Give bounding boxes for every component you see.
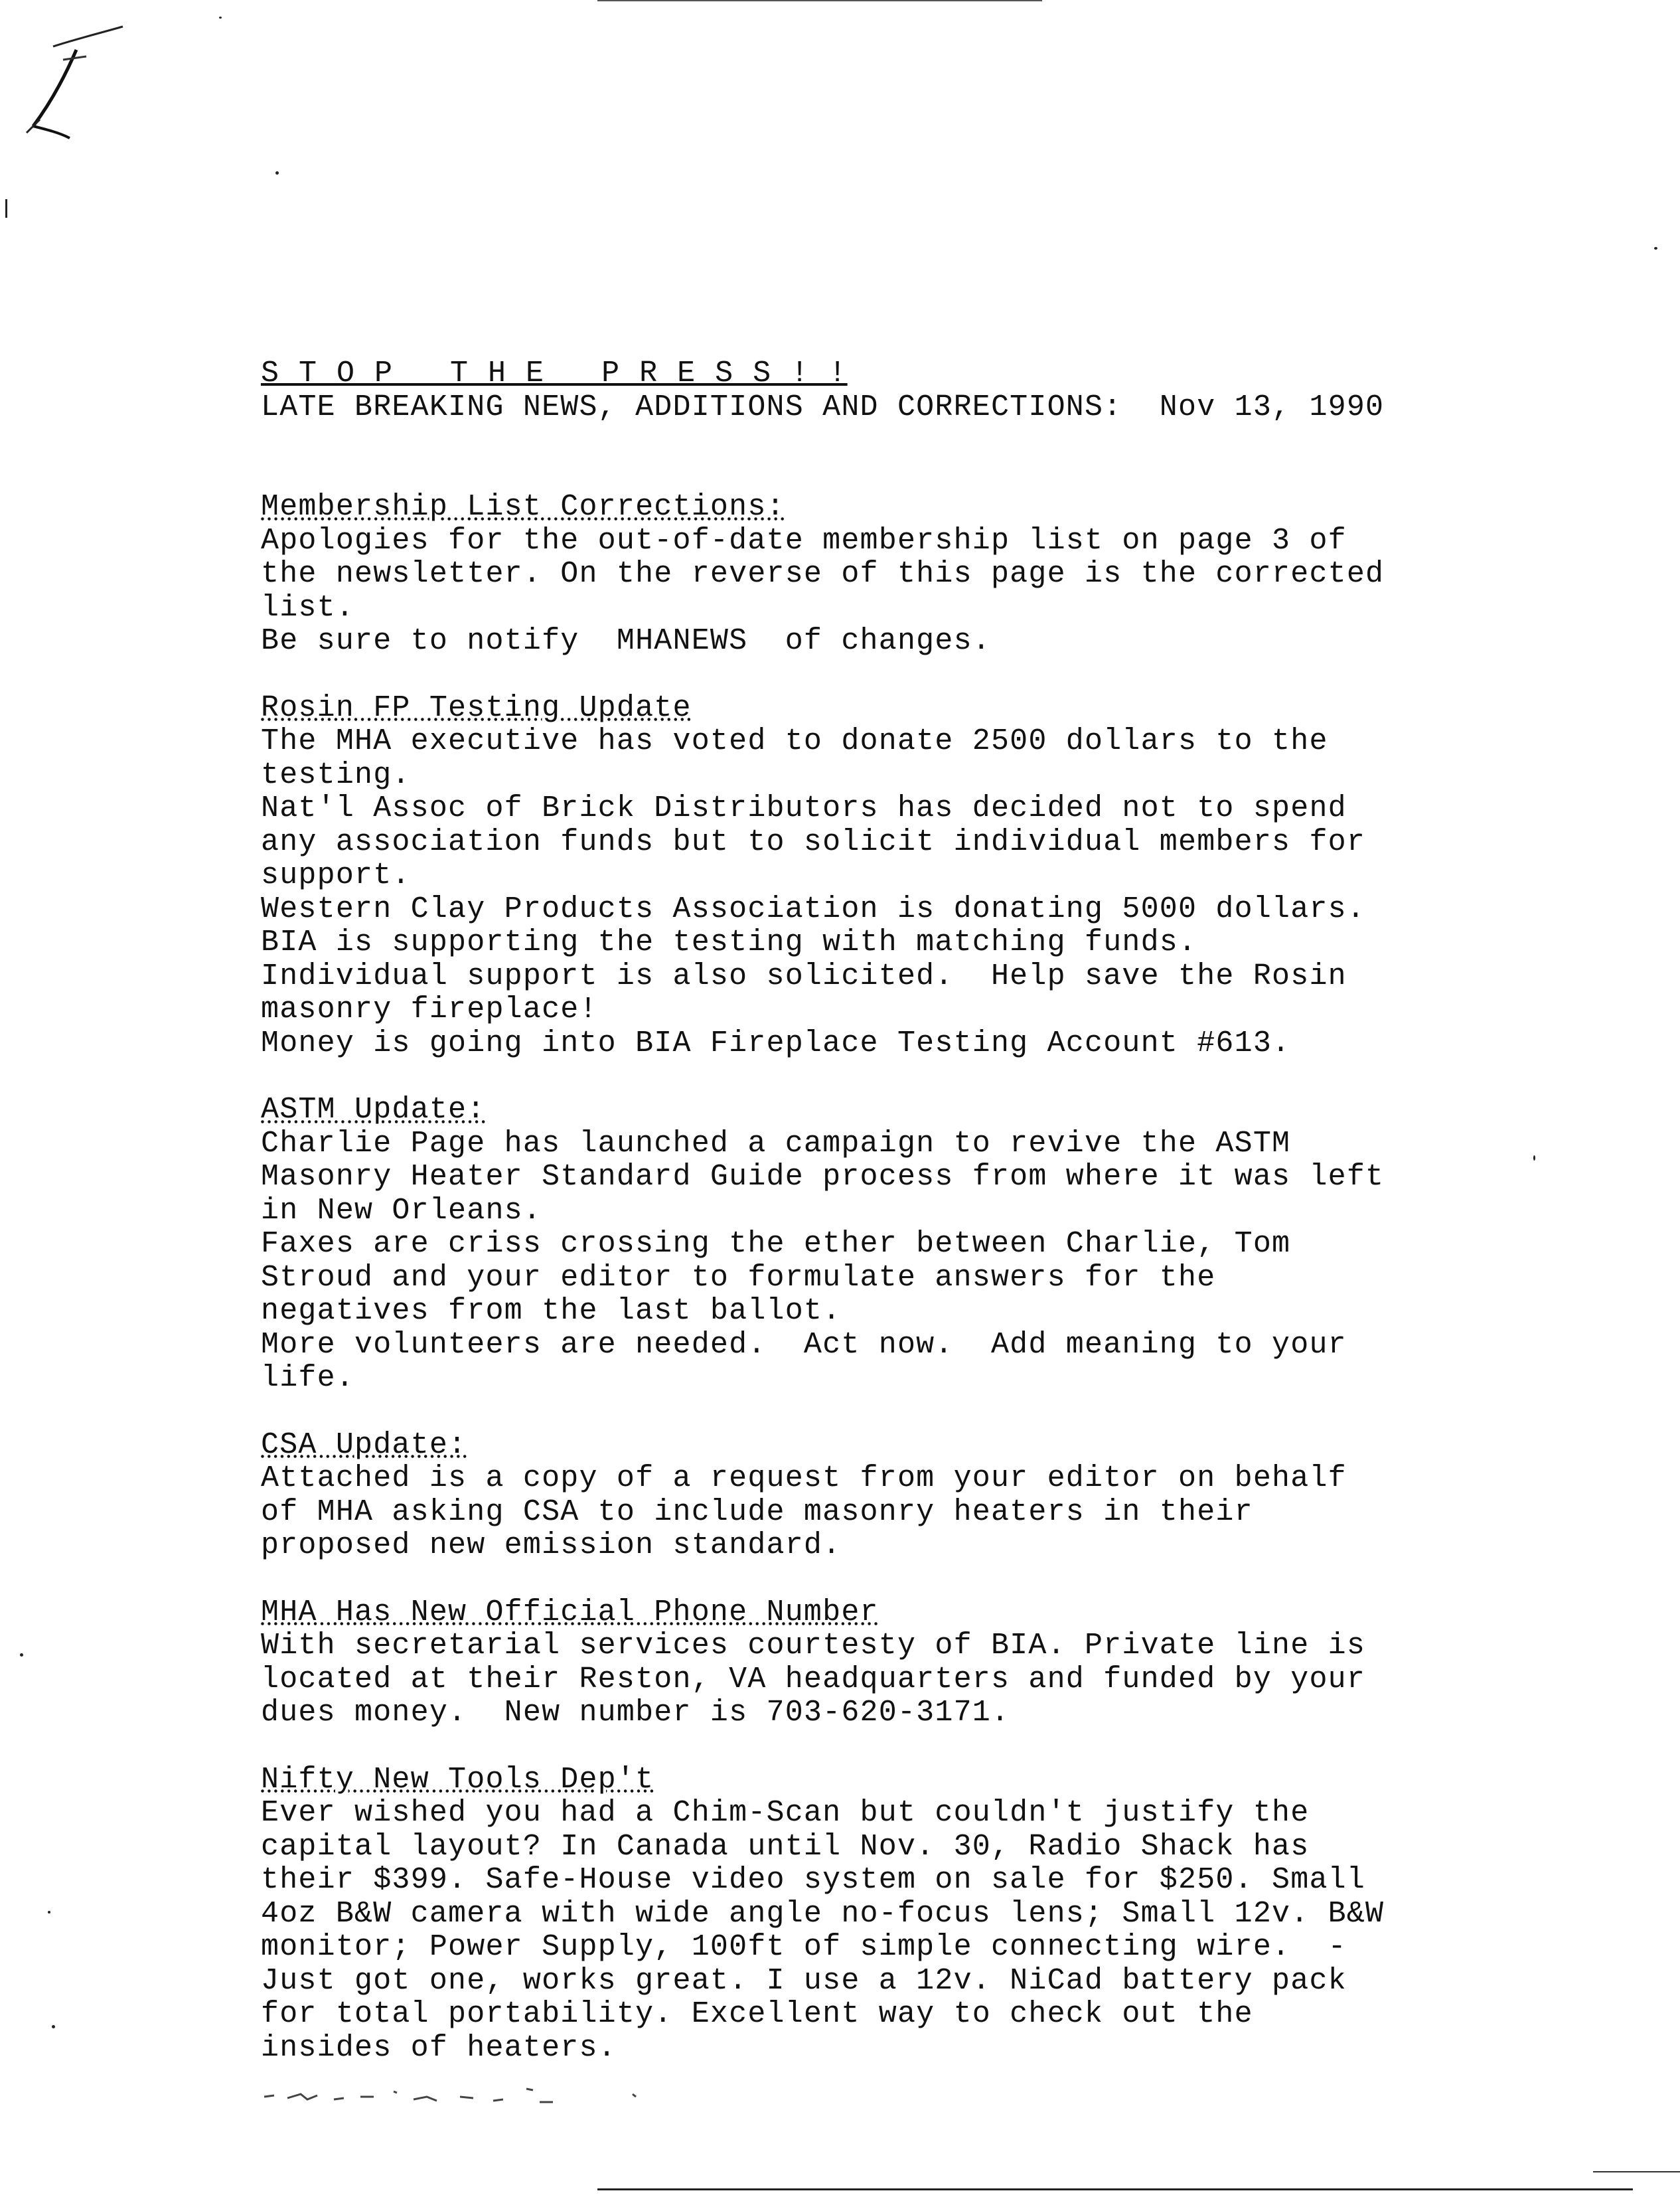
text-line: dues money. New number is 703-620-3171. xyxy=(261,1696,1010,1730)
text-line: for total portability. Excellent way to check out the xyxy=(261,1997,1253,2031)
text-line: Ever wished you had a Chim-Scan but couldn't justify the xyxy=(261,1796,1310,1830)
text-line: Western Clay Products Association is donating 5000 dollars. xyxy=(261,892,1366,926)
text-line: insides of heaters. xyxy=(261,2030,617,2065)
text-line: Faxes are criss crossing the ether between Charlie, Tom xyxy=(261,1227,1291,1261)
text-line: proposed new emission standard. xyxy=(261,1528,842,1562)
bottom-corner-rule xyxy=(1593,2171,1680,2175)
speck xyxy=(219,17,222,19)
text-line: their $399. Safe-House video system on sale for $250. Small xyxy=(261,1863,1366,1897)
text-line: With secretarial services courtesty of BIA. Private line is xyxy=(261,1629,1366,1663)
top-rule xyxy=(597,0,1042,4)
text-line: Nat'l Assoc of Brick Distributors has decided not to spend xyxy=(261,791,1347,825)
speck xyxy=(20,1653,23,1657)
text-line: monitor; Power Supply, 100ft of simple connecting wire. - xyxy=(261,1930,1347,1964)
section-nifty-tools xyxy=(261,1763,1469,2066)
text-line: masonry fireplace! xyxy=(261,993,598,1026)
section-astm-update xyxy=(261,1094,1469,1396)
text-line: The MHA executive has voted to donate 2500 dollars to the xyxy=(261,724,1328,758)
text-line: Be sure to notify MHANEWS of changes. xyxy=(261,624,991,658)
text-line: list. xyxy=(261,590,355,625)
speck xyxy=(5,199,7,218)
text-line: More volunteers are needed. Act now. Add meaning to your xyxy=(261,1327,1347,1362)
text-line: Apologies for the out-of-date membership list on page 3 of xyxy=(261,523,1347,558)
section-phone-number xyxy=(261,1596,1469,1730)
text-line: Money is going into BIA Fireplace Testing Account #613. xyxy=(261,1026,1291,1060)
text-line: life. xyxy=(261,1361,355,1395)
text-line: capital layout? In Canada until Nov. 30, Radio Shack has xyxy=(261,1829,1310,1864)
text-line: 4oz B&W camera with wide angle no-focus lens; Small 12v. B&W xyxy=(261,1896,1385,1931)
speck xyxy=(275,171,279,175)
text-line: Stroud and your editor to formulate answers for the xyxy=(261,1260,1216,1295)
text-line: Masonry Heater Standard Guide process from where it was left xyxy=(261,1160,1385,1194)
text-line: Attached is a copy of a request from your editor on behalf xyxy=(261,1461,1347,1495)
speck xyxy=(1533,1155,1535,1161)
text-line: Just got one, works great. I use a 12v. NiCad battery pack xyxy=(261,1963,1347,1998)
handwritten-mark-icon xyxy=(13,20,126,146)
section-heading: Rosin FP Testing Update xyxy=(261,691,692,725)
text-line: negatives from the last ballot. xyxy=(261,1294,842,1328)
text-line: Charlie Page has launched a campaign to revive the ASTM xyxy=(261,1126,1291,1161)
text-line: of MHA asking CSA to include masonry heaters in their xyxy=(261,1495,1253,1529)
subtitle-date-line: LATE BREAKING NEWS, ADDITIONS AND CORRECTIONS: Nov 13, 1990 xyxy=(261,390,1385,424)
bottom-rule xyxy=(597,2188,1633,2193)
text-line: support. xyxy=(261,858,411,892)
text-line: located at their Reston, VA headquarters and funded by your xyxy=(261,1662,1366,1696)
section-heading: CSA Update: xyxy=(261,1428,467,1462)
text-line: BIA is supporting the testing with matching funds. xyxy=(261,926,1197,959)
speck xyxy=(52,2025,55,2028)
section-heading: Nifty New Tools Dep't xyxy=(261,1762,654,1797)
section-heading: Membership List Corrections: xyxy=(261,490,785,524)
text-line: any association funds but to solicit individual members for xyxy=(261,825,1366,859)
text-line: the newsletter. On the reverse of this page is the corrected xyxy=(261,557,1385,591)
section-csa-update xyxy=(261,1429,1469,1563)
text-line: in New Orleans. xyxy=(261,1193,542,1228)
newsletter-content xyxy=(261,357,1469,2065)
section-heading: MHA Has New Official Phone Number xyxy=(261,1595,879,1629)
page-title: S T O P T H E P R E S S ! ! xyxy=(261,357,848,390)
section-membership-corrections xyxy=(261,491,1469,659)
faded-smudge xyxy=(261,2077,725,2110)
text-line: testing. xyxy=(261,758,411,792)
speck xyxy=(48,1911,50,1914)
text-line: Individual support is also solicited. Help save the Rosin xyxy=(261,959,1347,993)
speck xyxy=(1654,247,1657,250)
section-heading: ASTM Update: xyxy=(261,1093,486,1127)
section-rosin-testing xyxy=(261,692,1469,1061)
